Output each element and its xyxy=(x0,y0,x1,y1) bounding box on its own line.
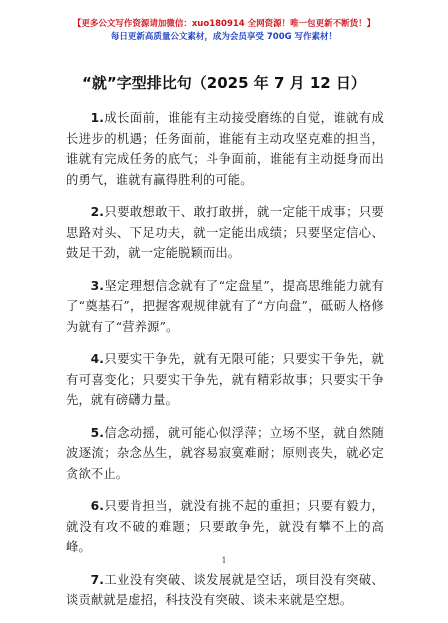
promo-banner xyxy=(0,18,448,44)
promo-banner-line1: 【更多公文写作资源请加微信：xuo180914 全网资源！唯一包更新不断货！】 xyxy=(72,19,376,29)
promo-banner-line2: 每日更新高质量公文素材，成为会员享受 700G 写作素材！ xyxy=(110,32,338,42)
paragraph-text: 信念动摇，就可能心似浮萍；立场不坚，就自然随波逐流；杂念丛生，就容易寂寞难耐；原则丧失，就必定贪欲不止。 xyxy=(66,425,384,481)
paragraph-3 xyxy=(66,276,384,338)
document-body xyxy=(66,108,384,623)
paragraph-1 xyxy=(66,108,384,190)
document-title: “就”字型排比句（2025 年 7 月 12 日） xyxy=(82,74,366,92)
paragraph-number: 2. xyxy=(90,205,105,219)
paragraph-number: 3. xyxy=(90,278,105,293)
page-number: 1 xyxy=(221,556,227,565)
paragraph-4 xyxy=(66,349,384,411)
paragraph-5 xyxy=(66,423,384,485)
paragraph-text: 只要肯担当，就没有挑不起的重担；只要有毅力，就没有攻不破的难题；只要敢争先，就没有攀不上的高峰。 xyxy=(66,499,384,554)
paragraph-number: 5. xyxy=(90,425,105,440)
paragraph-text: 坚定理想信念就有了“定盘星”，提高思维能力就有了“奠基石”，把握客观规律就有了“方向盘”，砥砺人格修为就有了“营养源”。 xyxy=(66,278,384,334)
paragraph-number: 4. xyxy=(90,352,105,366)
paragraph-6 xyxy=(66,496,384,558)
paragraph-number: 6. xyxy=(90,499,105,513)
paragraph-text: 只要实干争先，就有无限可能；只要实干争先，就有可喜变化；只要实干争先，就有精彩故事；只要实干争先，就有磅礴力量。 xyxy=(66,352,384,407)
paragraph-text: 工业没有突破、谈发展就是空话，项目没有突破、谈贡献就是虚招，科技没有突破、谈未来就是空想。 xyxy=(66,572,384,607)
paragraph-2 xyxy=(66,202,384,264)
paragraph-number: 1. xyxy=(90,111,105,125)
paragraph-number: 7. xyxy=(90,572,105,587)
paragraph-text: 成长面前，谁能有主动接受磨练的自觉，谁就有成长进步的机遇；任务面前，谁能有主动攻坚克难的担当，谁就有完成任务的底气；斗争面前，谁能有主动挺身而出的勇气，谁就有赢得胜利的可能。 xyxy=(66,111,384,187)
paragraph-text: 只要敢想敢干、敢打敢拼，就一定能干成事；只要思路对头、下足功夫，就一定能出成绩；只要坚定信心、鼓足干劲，就一定能脱颖而出。 xyxy=(66,205,384,260)
paragraph-7 xyxy=(66,570,384,611)
